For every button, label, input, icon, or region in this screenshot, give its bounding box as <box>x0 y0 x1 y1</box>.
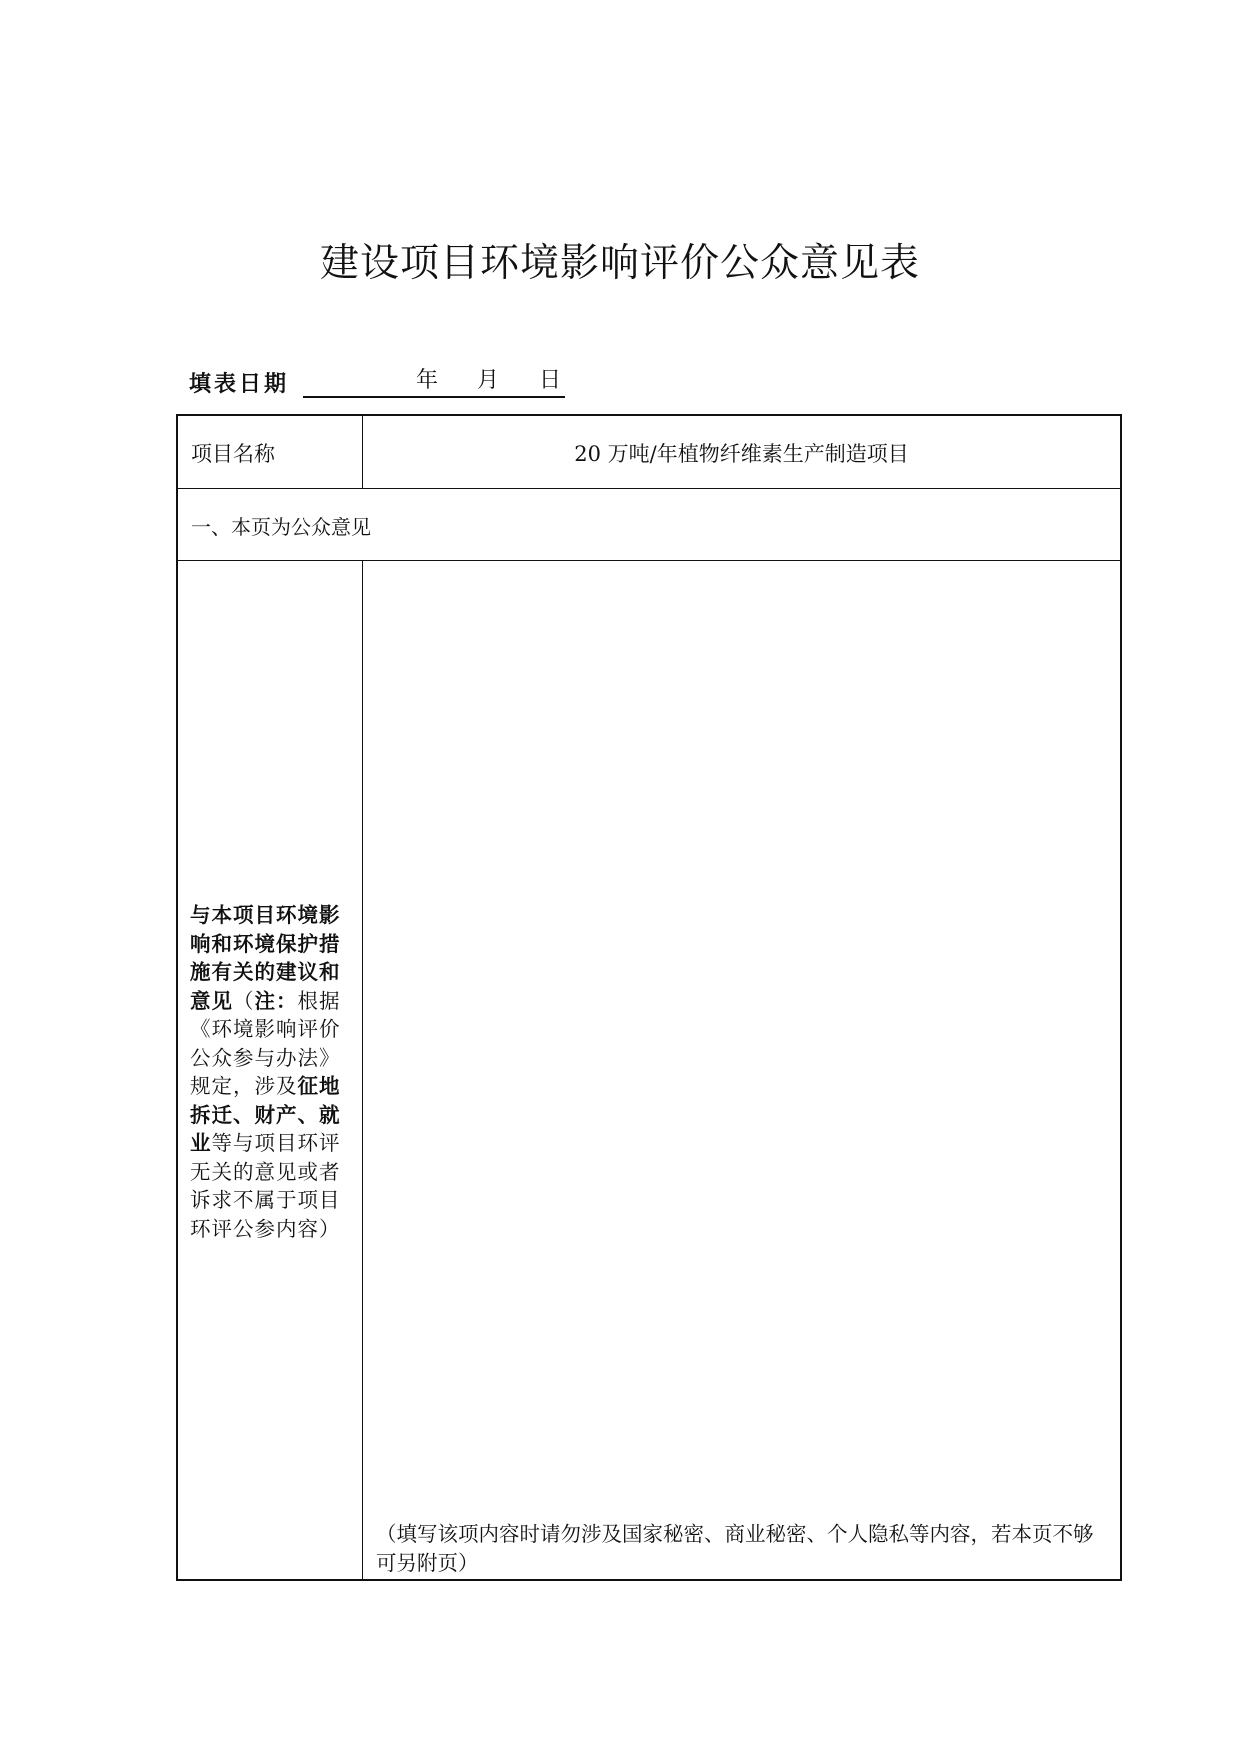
project-name-label-cell <box>178 416 363 488</box>
opinion-footnote: （填写该项内容时请勿涉及国家秘密、商业秘密、个人隐私等内容，若本页不够可另附页） <box>376 1522 1094 1575</box>
opinion-note-open: （ <box>233 988 255 1013</box>
date-year-label: 年 <box>416 368 439 393</box>
section-heading: 一、本页为公众意见 <box>191 515 371 539</box>
date-month-label: 月 <box>477 368 500 393</box>
opinion-label <box>190 901 354 1243</box>
project-name-label: 项目名称 <box>191 442 275 466</box>
fill-date-field[interactable] <box>303 366 565 398</box>
opinion-form-table <box>176 414 1122 1581</box>
section-heading-row <box>178 489 1120 561</box>
fill-date-label: 填表日期 <box>189 372 290 397</box>
opinion-label-heading: 与本项目环境影响和环境保护措施有关的建议和意见 <box>190 903 341 1013</box>
opinion-note-text-1: 根据《环境影响评价公众参与办法》规定，涉及 <box>190 988 341 1098</box>
project-name-value-cell <box>363 416 1120 488</box>
fill-date-line <box>189 366 565 398</box>
opinion-label-cell <box>178 561 363 1581</box>
opinion-note-excluded-topics: 征地拆迁、财产、就业 <box>190 1074 341 1155</box>
opinion-note-prefix: 注： <box>254 988 298 1013</box>
project-name-row <box>178 416 1120 489</box>
opinion-note-text-2: 等与项目环评无关的意见或者诉求不属于项目环评公参内容） <box>190 1131 341 1241</box>
date-day-label: 日 <box>539 368 562 393</box>
opinion-row <box>178 561 1120 1581</box>
form-title: 建设项目环境影响评价公众意见表 <box>319 241 920 286</box>
opinion-entry-cell <box>363 561 1120 1581</box>
opinion-input-area[interactable] <box>363 561 1120 1521</box>
project-name-value: 20 万吨/年植物纤维素生产制造项目 <box>574 442 909 466</box>
